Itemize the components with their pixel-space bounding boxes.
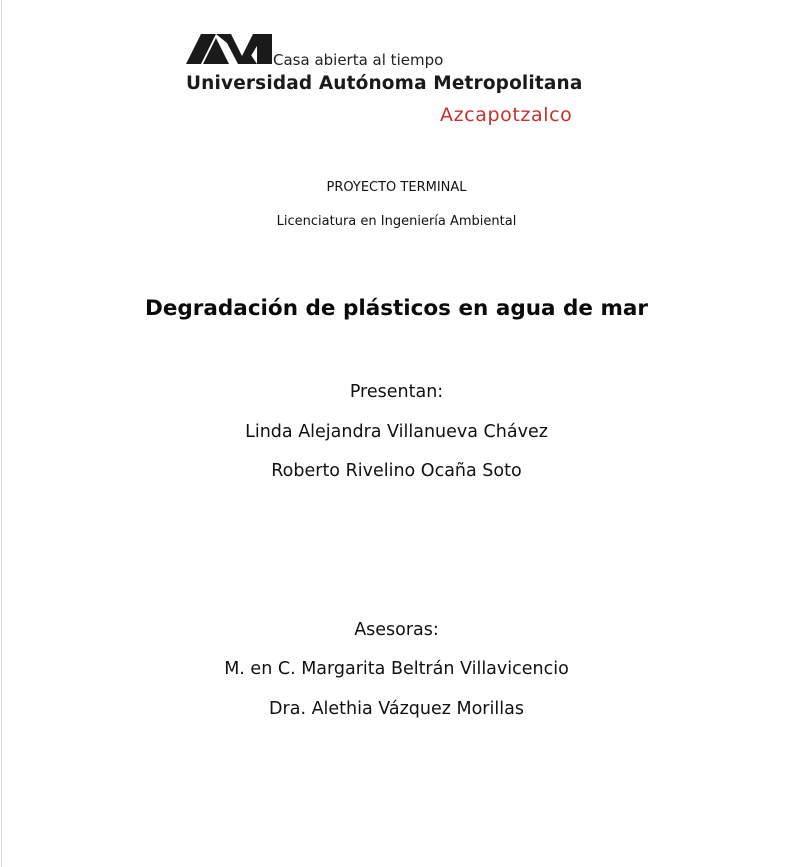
document-type: PROYECTO TERMINAL: [326, 180, 467, 195]
presenter-name: Linda Alejandra Villanueva Chávez: [245, 422, 548, 442]
document-title: Degradación de plásticos en agua de mar: [144, 296, 648, 321]
uam-logo-mark: [186, 34, 272, 64]
advisors-label: Asesoras:: [354, 620, 439, 640]
logo-campus-name: Azcapotzalco: [440, 104, 573, 126]
logo-motto: Casa abierta al tiempo: [273, 51, 444, 69]
presenters-label: Presentan:: [349, 382, 444, 402]
logo-university-name: Universidad Autónoma Metropolitana: [186, 73, 583, 94]
uam-logo: [183, 30, 597, 130]
advisor-name: Dra. Alethia Vázquez Morillas: [269, 699, 524, 719]
advisor-name: M. en C. Margarita Beltrán Villavicencio: [224, 659, 569, 679]
presenter-name: Roberto Rivelino Ocaña Soto: [271, 461, 522, 481]
degree-program: Licenciatura en Ingeniería Ambiental: [276, 214, 517, 229]
